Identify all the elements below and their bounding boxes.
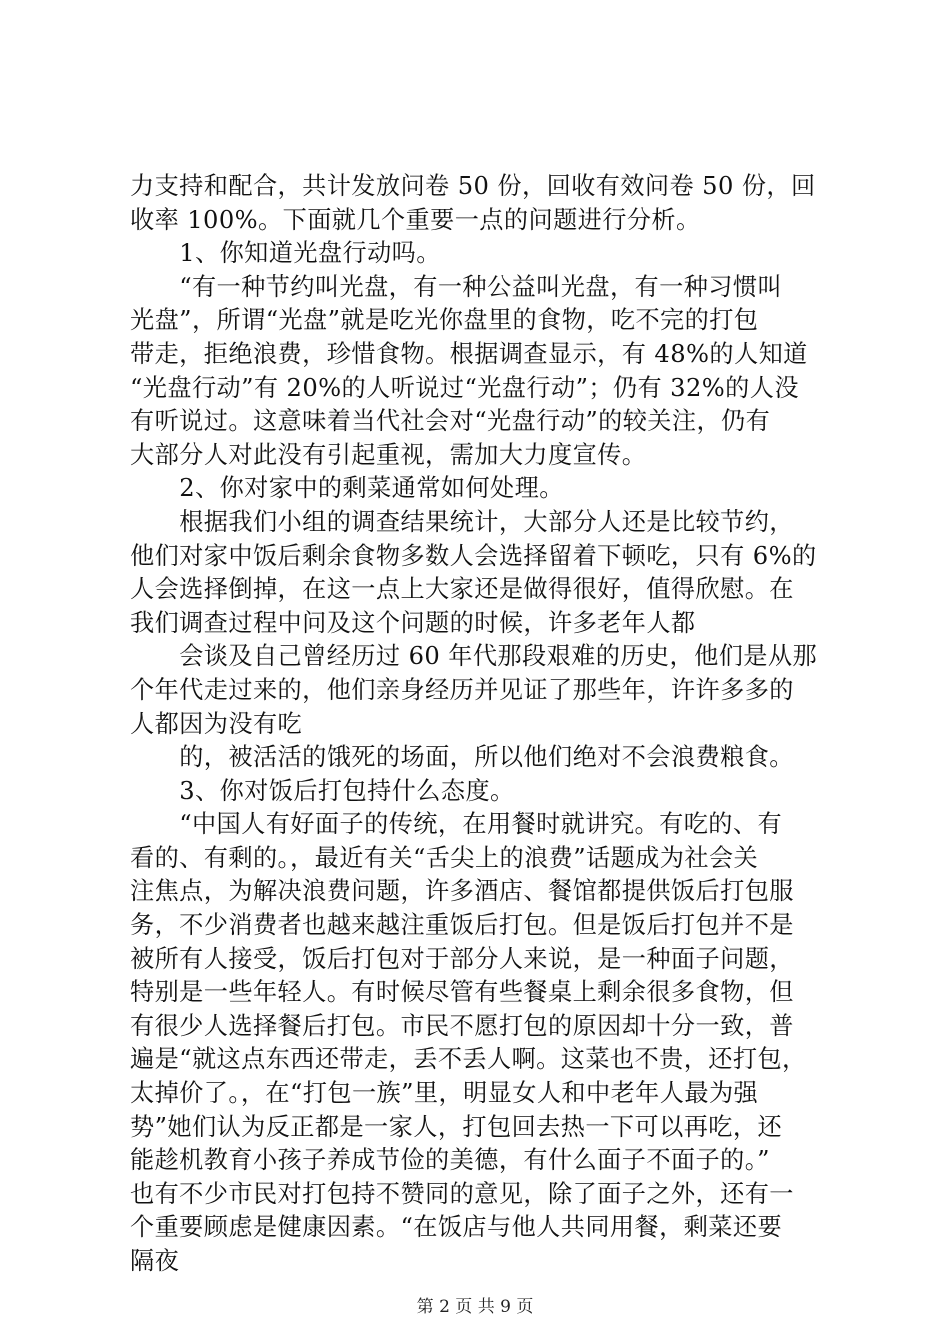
text-line: 人都因为没有吃 [130, 709, 303, 738]
text-line: 会谈及自己曾经历过 60 年代那段艰难的历史，他们是从那 [179, 642, 818, 671]
text-line: 2、你对家中的剩菜通常如何处理。 [179, 474, 564, 503]
text-line: 我们调查过程中问及这个问题的时候，许多老年人都 [130, 608, 696, 637]
text-line: “有一种节约叫光盘，有一种公益叫光盘，有一种习惯叫 [179, 272, 783, 301]
text-line: 带走，拒绝浪费，珍惜食物。根据调查显示，有 48%的人知道 [130, 339, 808, 368]
text-line: 个重要顾虑是健康因素。“在饭店与他人共同用餐，剩菜还要 [130, 1213, 783, 1242]
text-line: 有听说过。这意味着当代社会对“光盘行动”的较关注，仍有 [130, 407, 771, 436]
text-line: 务，不少消费者也越来越注重饭后打包。但是饭后打包并不是 [130, 911, 794, 940]
text-line: 大部分人对此没有引起重视，需加大力度宣传。 [130, 440, 647, 469]
text-line: 人会选择倒掉，在这一点上大家还是做得很好，值得欣慰。在 [130, 575, 794, 604]
text-line: 他们对家中饭后剩余食物多数人会选择留着下顿吃，只有 6%的 [130, 541, 817, 570]
text-line: 收率 100%。下面就几个重要一点的问题进行分析。 [130, 205, 701, 234]
text-line: 看的、有剩的。，最近有关“舌尖上的浪费”话题成为社会关 [130, 843, 759, 872]
text-line: 遍是“就这点东西还带走，丢不丢人啊。这菜也不贵，还打包， [130, 1045, 807, 1074]
text-line: “光盘行动”有 20%的人听说过“光盘行动”；仍有 32%的人没 [130, 373, 799, 402]
text-line: 也有不少市民对打包持不赞同的意见，除了面子之外，还有一 [130, 1179, 794, 1208]
text-line: 特别是一些年轻人。有时候尽管有些餐桌上剩余很多食物，但 [130, 978, 794, 1007]
text-line: 1、你知道光盘行动吗。 [179, 239, 441, 268]
text-line: 力支持和配合，共计发放问卷 50 份，回收有效问卷 50 份，回 [130, 172, 816, 200]
text-line: 光盘”，所谓“光盘”就是吃光你盘里的食物，吃不完的打包 [130, 306, 759, 335]
text-line: 隔夜 [130, 1247, 180, 1275]
text-line: “中国人有好面子的传统，在用餐时就讲究。有吃的、有 [179, 810, 783, 839]
text-line: 被所有人接受，饭后打包对于部分人来说，是一种面子问题， [130, 944, 794, 973]
text-line: 注焦点，为解决浪费问题，许多酒店、餐馆都提供饭后打包服 [130, 877, 794, 906]
text-line: 能趁机教育小孩子养成节俭的美德，有什么面子不面子的。” [130, 1146, 770, 1175]
text-line: 3、你对饭后打包持什么态度。 [179, 776, 515, 805]
page-footer: 第 2 页 共 9 页 [416, 1297, 534, 1317]
text-line: 个年代走过来的，他们亲身经历并见证了那些年，许许多多的 [130, 675, 794, 704]
text-line: 有很少人选择餐后打包。市民不愿打包的原因却十分一致，普 [130, 1011, 794, 1040]
document-body [130, 170, 830, 1279]
text-line: 根据我们小组的调查结果统计，大部分人还是比较节约， [179, 507, 794, 536]
text-line: 势”她们认为反正都是一家人，打包回去热一下可以再吃，还 [130, 1112, 783, 1141]
text-line: 太掉价了。，在“打包一族”里，明显女人和中老年人最为强 [130, 1079, 759, 1108]
text-line: 的，被活活的饿死的场面，所以他们绝对不会浪费粮食。 [179, 743, 794, 772]
